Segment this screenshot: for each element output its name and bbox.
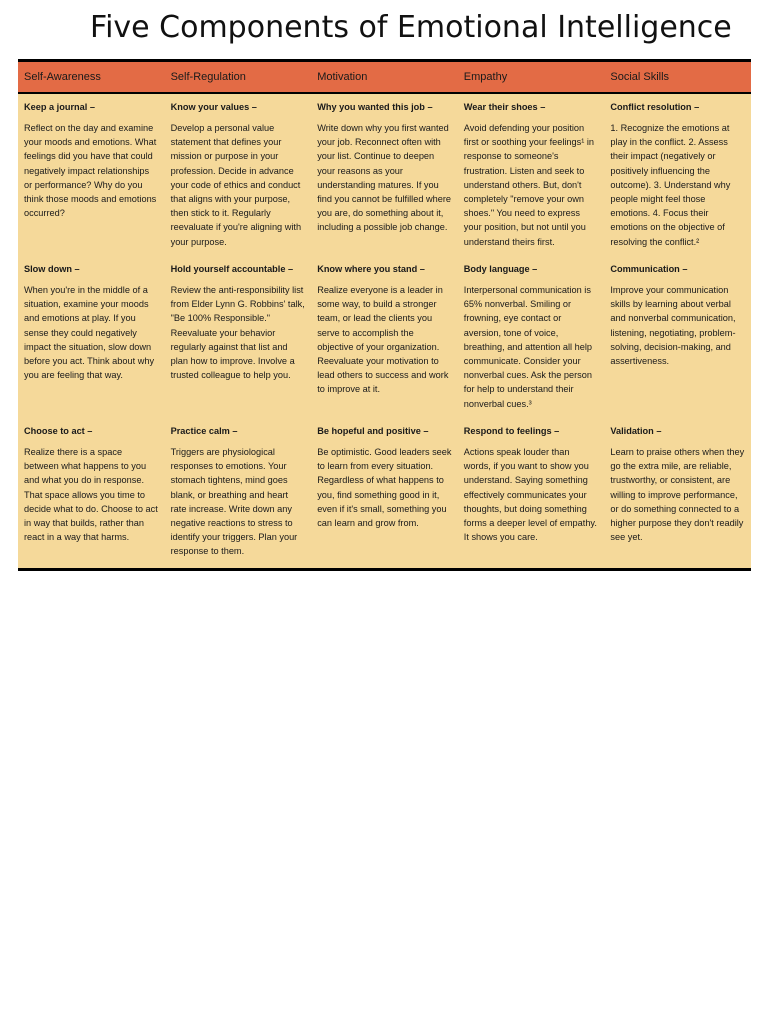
column-header-self-awareness: Self-Awareness bbox=[18, 62, 165, 93]
cell-body: Write down why you first wanted your job. Reconnect often with your list. Continue to deepen your reasons as your understanding matures. If you find you cannot be fulfilled where you are, do something about it, including a possible job change. bbox=[317, 123, 452, 233]
table-cell bbox=[18, 418, 165, 568]
table-row bbox=[18, 418, 751, 568]
cell-heading: Conflict resolution – bbox=[610, 102, 700, 112]
ei-table bbox=[18, 62, 751, 568]
cell-heading: Choose to act – bbox=[24, 426, 93, 436]
table-cell bbox=[458, 418, 605, 568]
cell-body: Review the anti-responsibility list from Elder Lynn G. Robbins' talk, "Be 100% Responsible." Reevaluate your behavior regularly against that list and plan how to improve. Involve a trusted colleague to help you. bbox=[170, 285, 305, 381]
cell-heading: Respond to feelings – bbox=[463, 426, 560, 436]
cell-body: 1. Recognize the emotions at play in the conflict. 2. Assess their impact (negatively or positively influencing the outcome). 3. Understand why people might feel those emotions. 4. Focus their emotions on the objective of resolving the conflict.² bbox=[610, 123, 731, 247]
table-cell bbox=[311, 93, 458, 256]
table-cell bbox=[18, 256, 165, 418]
cell-body: Avoid defending your position first or soothing your feelings¹ in response to someone's frustration. Listen and seek to understand others. But, don't completely "remove your own shoes." You need to express your position, but not until you understand theirs first. bbox=[463, 123, 594, 247]
table-cell bbox=[311, 418, 458, 568]
table-cell bbox=[604, 256, 751, 418]
ei-table-container bbox=[18, 59, 751, 571]
cell-heading: Hold yourself accountable – bbox=[170, 264, 294, 274]
table-cell bbox=[311, 256, 458, 418]
cell-heading: Communication – bbox=[610, 264, 688, 274]
column-header-self-regulation: Self-Regulation bbox=[165, 62, 312, 93]
cell-heading: Slow down – bbox=[24, 264, 80, 274]
table-cell bbox=[604, 418, 751, 568]
column-header-social-skills: Social Skills bbox=[604, 62, 751, 93]
table-cell bbox=[18, 93, 165, 256]
table-row bbox=[18, 93, 751, 256]
column-header-empathy: Empathy bbox=[458, 62, 605, 93]
table-cell bbox=[165, 418, 312, 568]
cell-body: Actions speak louder than words, if you want to show you understand. Saying something effectively communicates your thoughts, but doing something forms a deeper level of empathy. It shows you care. bbox=[463, 447, 597, 543]
header-row bbox=[18, 62, 751, 93]
cell-body: Learn to praise others when they go the extra mile, are reliable, trustworthy, or consistent, are willing to improve performance, or do something connected to a higher purpose they don't readily see yet. bbox=[610, 447, 745, 543]
cell-heading: Body language – bbox=[463, 264, 538, 274]
cell-heading: Know your values – bbox=[170, 102, 257, 112]
cell-heading: Validation – bbox=[610, 426, 662, 436]
cell-body: Triggers are physiological responses to emotions. Your stomach tightens, mind goes blank, or breathing and heart rate increase. Write down any negative reactions to stress to identify your triggers. Plan your response to them. bbox=[170, 447, 298, 557]
cell-heading: Keep a journal – bbox=[24, 102, 95, 112]
cell-body: Improve your communication skills by learning about verbal and nonverbal communication, listening, negotiating, problem-solving, decision-making, and assertiveness. bbox=[610, 285, 736, 367]
cell-heading: Practice calm – bbox=[170, 426, 238, 436]
table-cell bbox=[165, 256, 312, 418]
table-cell bbox=[458, 93, 605, 256]
cell-heading: Why you wanted this job – bbox=[317, 102, 433, 112]
cell-body: Reflect on the day and examine your moods and emotions. What feelings did you have that could negatively impact relationships or performance? Why do you think those moods and emotions occurred? bbox=[24, 123, 157, 219]
cell-heading: Wear their shoes – bbox=[463, 102, 546, 112]
column-header-motivation: Motivation bbox=[311, 62, 458, 93]
cell-body: Realize there is a space between what happens to you and what you do in response. That space allows you time to decide what to do. Choose to act in way that builds, rather than react in a way that harms. bbox=[24, 447, 158, 543]
table-cell bbox=[165, 93, 312, 256]
cell-heading: Know where you stand – bbox=[317, 264, 425, 274]
cell-body: Interpersonal communication is 65% nonverbal. Smiling or frowning, eye contact or aversion, tone of voice, breathing, and attention all help communicate. Consider your nonverbal cues. Ask the person for help to understand their nonverbal cues.³ bbox=[463, 285, 592, 409]
table-cell bbox=[604, 93, 751, 256]
cell-body: Realize everyone is a leader in some way, to build a stronger team, or lead the clients you serve to accomplish the objective of your organization. Reevaluate your motivation to lead others to success and work to improve at it. bbox=[317, 285, 449, 395]
page-title: Five Components of Emotional Intelligence bbox=[90, 10, 732, 45]
cell-body: Develop a personal value statement that defines your mission or purpose in your profession. Decide in advance your code of ethics and conduct that aligns with your purpose, then stick to it. Regularly reevaluate if you're aligning with your purpose. bbox=[170, 123, 302, 247]
table-row bbox=[18, 256, 751, 418]
cell-body: When you're in the middle of a situation, examine your moods and emotions at play. If you sense they could negatively impact the situation, slow down before you act. Think about why you are feeling that way. bbox=[24, 285, 155, 381]
cell-heading: Be hopeful and positive – bbox=[317, 426, 429, 436]
cell-body: Be optimistic. Good leaders seek to learn from every situation. Regardless of what happens to you, find something good in it, even if it's small, something you can learn and grow from. bbox=[317, 447, 452, 529]
table-cell bbox=[458, 256, 605, 418]
